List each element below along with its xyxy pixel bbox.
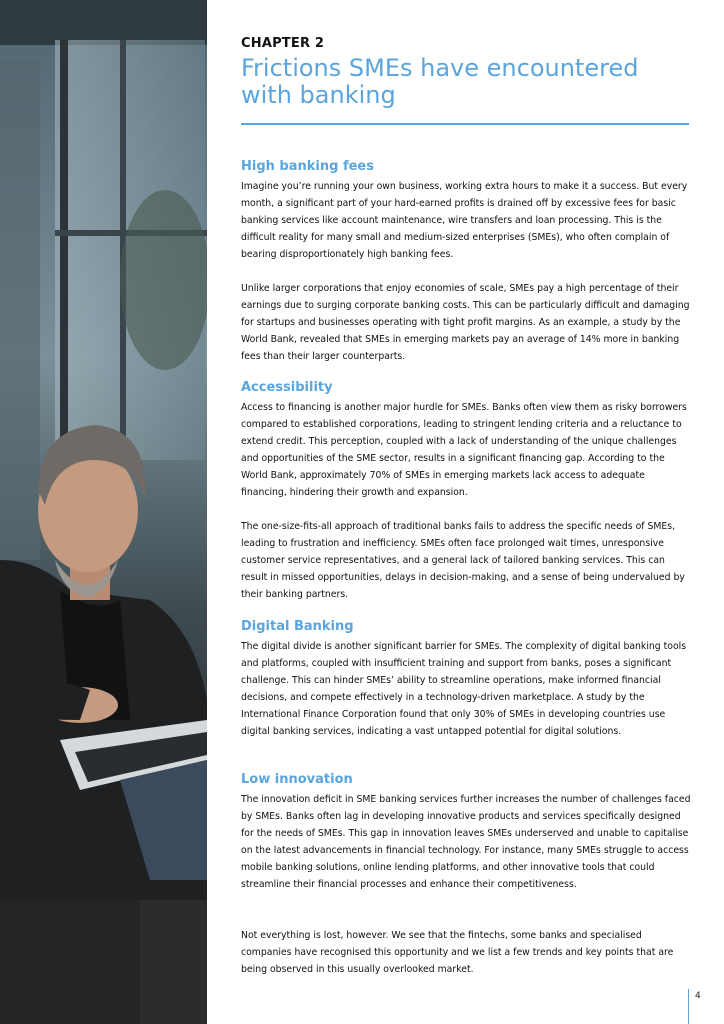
page-number: 4 xyxy=(695,991,701,1001)
paragraph: Unlike larger corporations that enjoy economies of scale, SMEs pay a high percentage of their earnings due to surging corporate banking costs. This can be particularly difficult and damaging for startups and businesses operating with tight profit margins. As an example, a study by the World Bank, revealed that SMEs in emerging markets pay an average of 14% more in banking fees than their larger counterparts. xyxy=(241,283,690,362)
section-heading-low-innovation: Low innovation xyxy=(241,772,353,787)
paragraph: Access to financing is another major hurdle for SMEs. Banks often view them as risky borrowers compared to established corporations, leading to stringent lending criteria and a reluctance to extend credit. This perception, coupled with a lack of understanding of the unique challenges and opportunities of the SME sector, results in a significant financing gap. According to the World Bank, approximately 70% of SMEs in emerging markets lack access to adequate financing, hindering their growth and expansion. xyxy=(241,402,687,498)
paragraph: Not everything is lost, however. We see that the fintechs, some banks and specialised companies have recognised this opportunity and we list a few trends and key points that are being observed in this usually overlooked market. xyxy=(241,930,674,975)
section-heading-digital-banking: Digital Banking xyxy=(241,619,354,634)
chapter-title: Frictions SMEs have encountered with banking xyxy=(241,54,639,109)
section-heading-accessibility: Accessibility xyxy=(241,380,333,395)
paragraph: The one-size-fits-all approach of traditional banks fails to address the specific needs of SMEs, leading to frustration and inefficiency. SMEs often face prolonged wait times, unresponsive customer service representatives, and a general lack of tailored banking services. This can result in missed opportunities, delays in decision-making, and a sense of being undervalued by their banking partners. xyxy=(241,521,685,600)
businessman-photo xyxy=(0,0,207,1024)
paragraph: The digital divide is another significant barrier for SMEs. The complexity of digital banking tools and platforms, coupled with insufficient training and support from banks, poses a significant challenge. This can hinder SMEs’ ability to streamline operations, make informed financial decisions, and compete effectively in a technology-driven marketplace. A study by the International Finance Corporation found that only 30% of SMEs in developing countries use digital banking services, indicating a vast untapped potential for digital solutions. xyxy=(241,641,687,737)
paragraph: The innovation deficit in SME banking services further increases the number of challenges faced by SMEs. Banks often lag in developing innovative products and services specifically designed for the needs of SMEs. This gap in innovation leaves SMEs underserved and unable to capitalise on the latest advancements in financial technology. For instance, many SMEs struggle to access mobile banking solutions, online lending platforms, and other innovative tools that could streamline their financial processes and enhance their competitiveness. xyxy=(241,794,691,890)
section-heading-banking-fees: High banking fees xyxy=(241,159,374,174)
chapter-label: CHAPTER 2 xyxy=(241,36,325,51)
paragraph: Imagine you’re running your own business, working extra hours to make it a success. But every month, a significant part of your hard-earned profits is drained off by excessive fees for basic banking services like account maintenance, wire transfers and loan processing. This is the difficult reality for many small and medium-sized enterprises (SMEs), who often complain of bearing disproportionately high banking fees. xyxy=(241,181,688,260)
title-divider xyxy=(241,123,689,125)
page-number-marker xyxy=(688,989,689,1024)
